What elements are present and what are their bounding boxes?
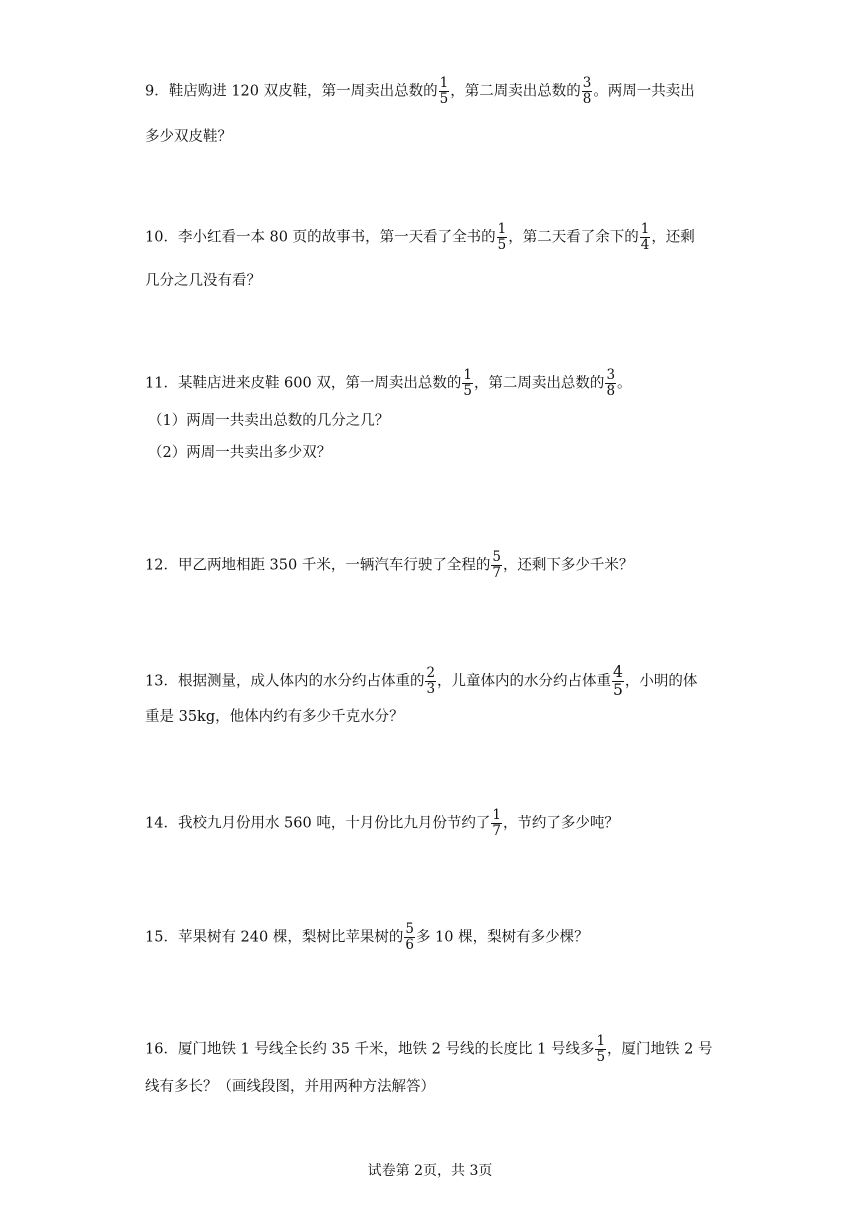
question-14-text-a: 14．我校九月份用水 560 吨，十月份比九月份节约了 xyxy=(145,815,491,832)
question-13-text-c: ，小明的体 xyxy=(624,673,698,690)
question-14-text-b: ，节约了多少吨？ xyxy=(502,815,619,832)
fraction-1-5: $\frac{1}{5}$ xyxy=(439,75,449,107)
question-11-sub-2: （2）两周一共卖出多少双？ xyxy=(148,445,332,461)
question-15-text-a: 15．苹果树有 240 棵，梨树比苹果树的 xyxy=(145,929,404,946)
fraction-1-5: $\frac{1}{5}$ xyxy=(596,1033,606,1065)
question-16-line-1 xyxy=(145,1034,713,1065)
fraction-3-8: $\frac{3}{8}$ xyxy=(582,75,592,107)
fraction-4-5: $\frac{4}{5}$ xyxy=(613,663,623,699)
question-13-line-1 xyxy=(145,664,697,699)
question-9-text-a: 9．鞋店购进 120 双皮鞋，第一周卖出总数的 xyxy=(145,83,438,100)
question-11-sub-1: （1）两周一共卖出总数的几分之几？ xyxy=(148,413,390,429)
question-10-line-1 xyxy=(145,222,695,253)
question-11-line-1 xyxy=(145,368,632,399)
question-10-text-c: ，还剩 xyxy=(651,229,695,246)
question-12-line-1 xyxy=(145,550,633,581)
question-13-text-b: ，儿童体内的水分约占体重 xyxy=(437,673,612,690)
question-10-text-b: ，第二天看了余下的 xyxy=(508,229,639,246)
question-16-text-b: ，厦门地铁 2 号 xyxy=(607,1041,713,1058)
question-14-line-1 xyxy=(145,808,619,839)
question-11-text-a: 11．某鞋店进来皮鞋 600 双，第一周卖出总数的 xyxy=(145,375,462,392)
fraction-1-5: $\frac{1}{5}$ xyxy=(463,367,472,399)
question-9-line-1 xyxy=(145,76,695,107)
question-12-text-a: 12．甲乙两地相距 350 千米，一辆汽车行驶了全程的 xyxy=(145,557,491,574)
page-footer: 试卷第 2页，共 3页 xyxy=(367,1163,493,1179)
question-13-line-2: 重是 35kg，他体内约有多少千克水分？ xyxy=(145,709,404,725)
fraction-1-5: $\frac{1}{5}$ xyxy=(497,221,507,253)
question-10-text-a: 10．李小红看一本 80 页的故事书，第一天看了全书的 xyxy=(145,229,496,246)
question-9-line-2: 多少双皮鞋？ xyxy=(145,129,232,145)
question-13-text-a: 13．根据测量，成人体内的水分约占体重的 xyxy=(145,673,425,690)
question-16-line-2: 线有多长？（画线段图，并用两种方法解答） xyxy=(145,1079,435,1095)
question-16-text-a: 16．厦门地铁 1 号线全长约 35 千米，地铁 2 号线的长度比 1 号线多 xyxy=(145,1041,595,1058)
question-10-line-2: 几分之几没有看？ xyxy=(145,273,261,289)
fraction-3-8: $\frac{3}{8}$ xyxy=(606,367,616,399)
fraction-1-7: $\frac{1}{7}$ xyxy=(492,807,501,839)
question-15-text-b: 多 10 棵，梨树有多少棵？ xyxy=(415,929,589,946)
question-11-text-c: 。 xyxy=(617,375,632,392)
fraction-5-7: $\frac{5}{7}$ xyxy=(492,549,501,581)
question-9-text-b: ，第二周卖出总数的 xyxy=(450,83,581,100)
question-15-line-1 xyxy=(145,922,589,953)
question-9-text-c: 。两周一共卖出 xyxy=(593,83,695,100)
fraction-5-6: $\frac{5}{6}$ xyxy=(405,921,414,953)
fraction-2-3: $\frac{2}{3}$ xyxy=(426,665,436,697)
question-12-text-b: ，还剩下多少千米？ xyxy=(502,557,634,574)
fraction-1-4: $\frac{1}{4}$ xyxy=(640,221,650,253)
question-11-text-b: ，第二周卖出总数的 xyxy=(473,375,605,392)
